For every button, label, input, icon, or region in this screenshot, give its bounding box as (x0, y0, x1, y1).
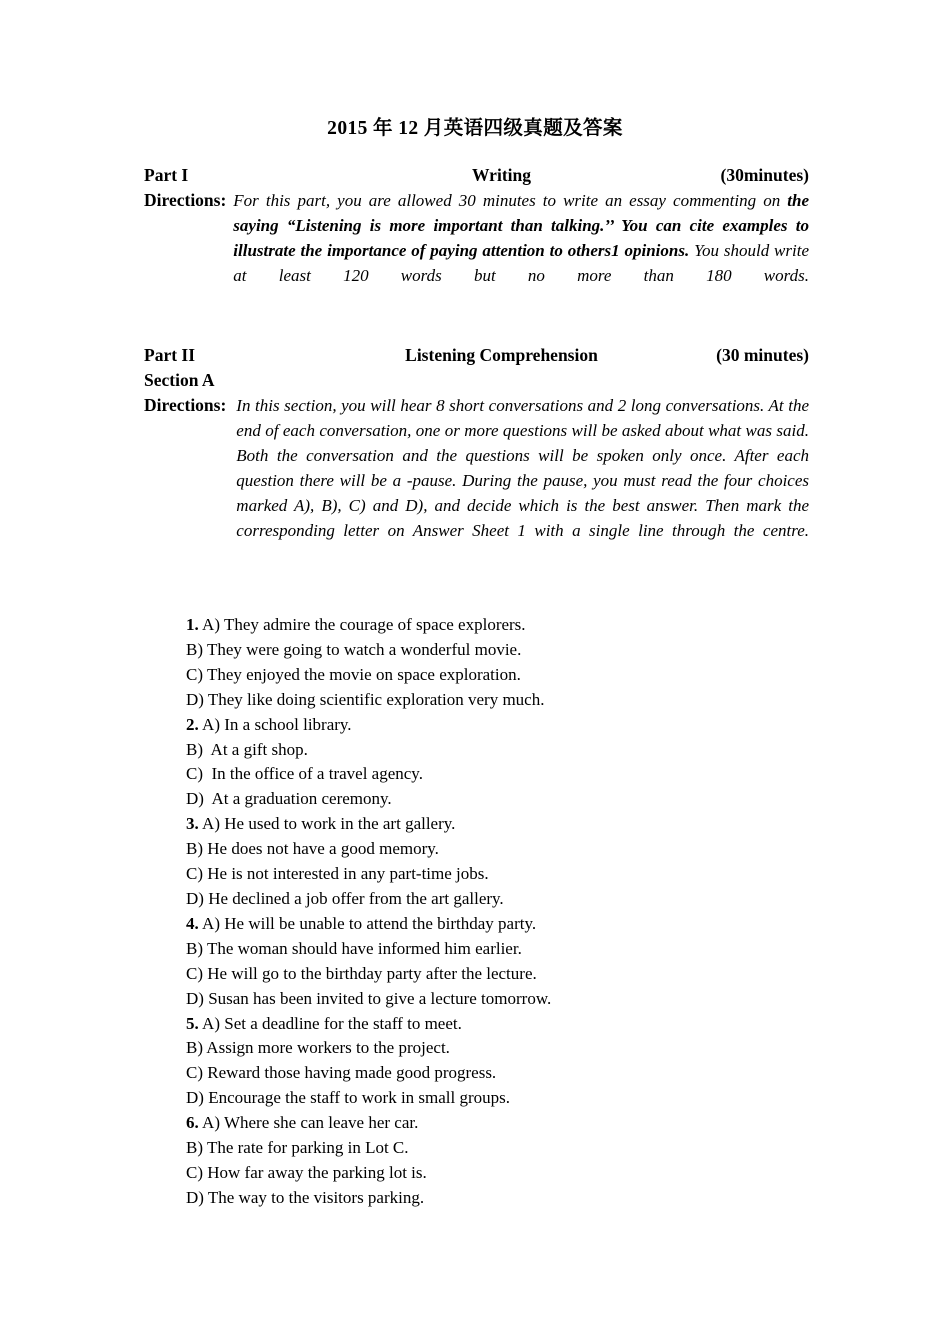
question-option (186, 1186, 826, 1211)
question-option (186, 962, 826, 987)
question-option (186, 1136, 826, 1161)
part-one-header (144, 163, 809, 188)
part-one-title: Writing (472, 165, 531, 185)
question-option-text: B) They were going to watch a wonderful movie. (186, 639, 522, 659)
part-two-title: Listening Comprehension (405, 345, 598, 365)
question-option (186, 937, 826, 962)
part-two-directions (144, 393, 809, 568)
part-two-header (144, 343, 809, 368)
directions-segment-intro: For this part, you are allowed 30 minutes to write an essay commenting on (233, 191, 788, 210)
question-option (186, 837, 826, 862)
question-option-text: D) Encourage the staff to work in small groups. (186, 1088, 511, 1108)
question-item (186, 1111, 826, 1136)
question-option-text: A) He used to work in the art gallery. (198, 814, 456, 834)
question-number: 3. (186, 814, 199, 834)
question-option-text: D) He declined a job offer from the art gallery. (186, 888, 504, 908)
question-option-text: B) The rate for parking in Lot C. (186, 1138, 409, 1158)
part-one-section (144, 163, 809, 313)
directions-segment-outro: You should write at least 120 words but no more than 180 words. (233, 241, 810, 285)
question-item (186, 1012, 826, 1037)
question-item (186, 713, 826, 738)
question-option-text: C) He will go to the birthday party after the lecture. (186, 963, 537, 983)
question-option (186, 688, 826, 713)
question-number: 6. (186, 1113, 199, 1133)
part-one-directions-body (233, 188, 809, 313)
question-option-text: A) Set a deadline for the staff to meet. (198, 1013, 462, 1033)
question-item (186, 613, 826, 638)
part-two-section (144, 343, 809, 568)
part-two-directions-label: Directions: (144, 395, 227, 415)
question-option-text: B) At a gift shop. (186, 739, 308, 759)
question-option-text: D) The way to the visitors parking. (186, 1187, 425, 1207)
part-two-time-limit: (30 minutes) (716, 345, 809, 365)
part-one-directions-label: Directions: (144, 190, 227, 210)
section-a-label: Section A (144, 370, 215, 390)
part-one-directions (144, 188, 809, 313)
question-option-text: A) They admire the courage of space explorers. (198, 615, 526, 634)
question-option-text: C) He is not interested in any part-time jobs. (186, 864, 489, 884)
question-item (186, 812, 826, 837)
question-option (186, 663, 826, 688)
question-option (186, 1086, 826, 1111)
question-option (186, 987, 826, 1012)
question-number: 4. (186, 913, 199, 933)
question-option (186, 1161, 826, 1186)
question-number: 2. (186, 714, 199, 734)
question-option (186, 1036, 826, 1061)
question-number: 1. (186, 615, 199, 634)
question-option-text: C) How far away the parking lot is. (186, 1162, 427, 1182)
question-item (186, 912, 826, 937)
directions-segment-emphasis: the saying “Listening is more important than talking.’’ You can cite examples to illustrate the importance of paying attention to others1 opinions. (233, 191, 809, 260)
part-two-label: Part II (144, 345, 196, 365)
page-title: 2015 年 12 月英语四级真题及答案 (327, 118, 623, 139)
question-option (186, 887, 826, 912)
question-option (186, 787, 826, 812)
question-option-text: C) Reward those having made good progress. (186, 1063, 497, 1083)
part-two-directions-body: In this section, you will hear 8 short conversations and 2 long conversations. At the end of each conversation, one or more questions will be asked about what was said. Both the conversation and the questions will be spoken only once. After each question there will be a -pause. During the pause, you must read the four choices marked A), B), C) and D), and decide which is the best answer. Then mark the corresponding letter on Answer Sheet 1 with a single line through the centre. (236, 396, 809, 540)
question-option (186, 762, 826, 787)
question-option-text: D) At a graduation ceremony. (186, 789, 392, 809)
question-option-text: C) They enjoyed the movie on space exploration. (186, 664, 521, 684)
question-option-text: A) He will be unable to attend the birthday party. (198, 913, 537, 933)
question-option-text: B) The woman should have informed him earlier. (186, 938, 522, 958)
question-option-text: C) In the office of a travel agency. (186, 764, 423, 784)
question-option (186, 1061, 826, 1086)
question-number: 5. (186, 1013, 199, 1033)
question-option-text: D) Susan has been invited to give a lecture tomorrow. (186, 988, 552, 1008)
question-option-text: D) They like doing scientific exploration very much. (186, 689, 545, 709)
question-option (186, 738, 826, 763)
question-option-text: A) Where she can leave her car. (198, 1113, 419, 1133)
part-one-label: Part I (144, 165, 189, 185)
part-one-time-limit: (30minutes) (720, 165, 809, 185)
question-list (186, 613, 826, 1211)
question-option (186, 862, 826, 887)
question-option-text: B) He does not have a good memory. (186, 839, 439, 859)
question-option-text: B) Assign more workers to the project. (186, 1038, 450, 1058)
question-option-text: A) In a school library. (198, 714, 352, 734)
question-option (186, 638, 826, 663)
